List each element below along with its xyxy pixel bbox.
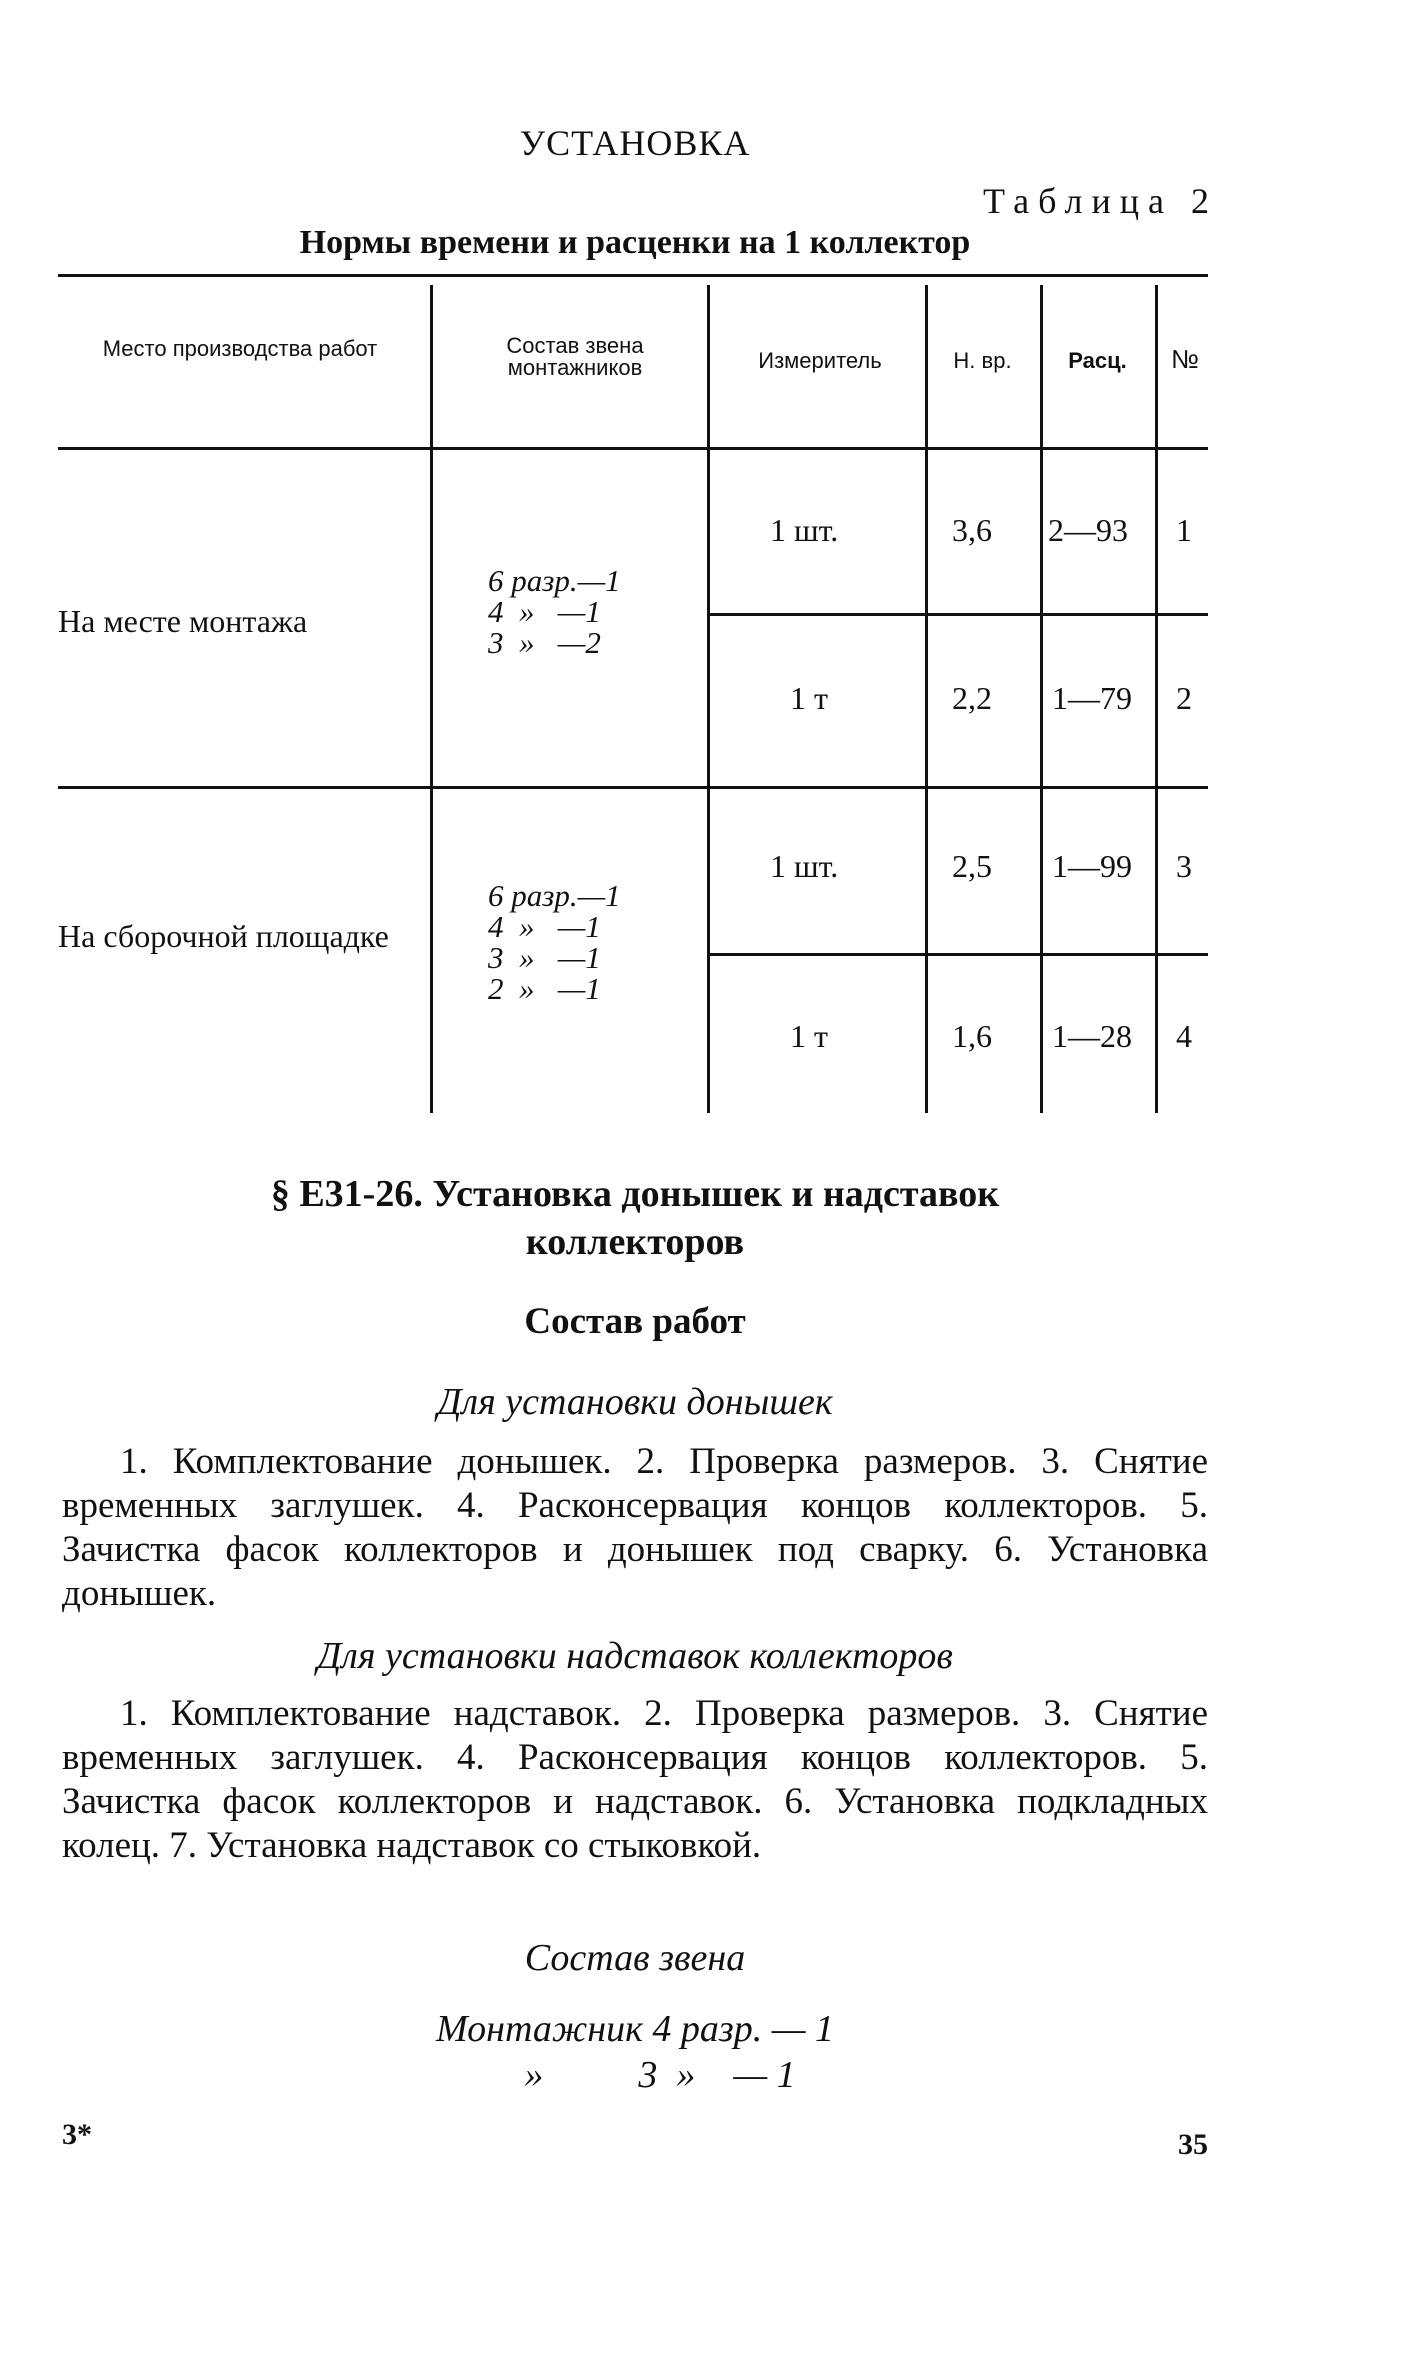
crew-line: 6 разр.—1 (488, 563, 621, 598)
unit-cell: 1 шт. (770, 512, 839, 548)
crew-line: 2 » —1 (488, 971, 601, 1006)
number-cell: 3 (1176, 848, 1192, 884)
table-row-rule (710, 613, 1208, 616)
work-composition-title: Состав работ (524, 1301, 746, 1342)
signature-mark: 3* (62, 2118, 92, 2151)
crew-cell (488, 565, 621, 658)
table-number: Таблица 2 (983, 181, 1218, 221)
extensions-text: 1. Комплектование надставок. 2. Проверка размеров. 3. Снятие временных заглушек. 4. Расконсервация концов коллекторов. 5. Зачистка фасок коллекторов и надставок. 6. Установка подкладных колец. 7. Установка надставок со стыковкой. (62, 1693, 1208, 1866)
paragraph-title-text: § Е31-26. Установка донышек и надставок коллекторов (270, 1173, 1000, 1263)
bottoms-text: 1. Комплектование донышек. 2. Проверка размеров. 3. Снятие временных заглушек. 4. Расконсервация концов коллекторов. 5. Зачистка фасок коллекторов и донышек под сварку. 6. Установка донышек. (62, 1441, 1208, 1614)
place-cell-text: На сборочной площадке (58, 918, 389, 954)
paragraph-title (0, 1170, 1270, 1266)
unit-cell: 1 т (790, 680, 828, 716)
number-cell: 1 (1176, 512, 1192, 548)
place-cell: На месте монтажа (58, 603, 308, 639)
table-row-rule (710, 953, 1208, 956)
header-crew: Состав звена монтажников (506, 333, 644, 380)
crew-list-line: Монтажник 4 разр. — 1 (436, 2008, 834, 2050)
price-cell: 1—28 (1052, 1018, 1132, 1054)
crew-cell (488, 880, 621, 1004)
crew-heading: Состав звена (524, 1937, 746, 1979)
norm-cell: 1,6 (952, 1018, 992, 1054)
table-col-rule (707, 285, 710, 1113)
number-cell: 4 (1176, 1018, 1192, 1054)
table-col-rule (925, 285, 928, 1113)
crew-line: 6 разр.—1 (488, 878, 621, 913)
place-cell (58, 920, 438, 952)
table-top-rule (58, 274, 1208, 277)
extensions-heading: Для установки надставок коллекторов (317, 1635, 953, 1677)
unit-cell: 1 т (790, 1018, 828, 1054)
number-cell: 2 (1176, 680, 1192, 716)
header-price: Расц. (1068, 348, 1127, 373)
table-header-rule (58, 447, 1208, 450)
crew-line: 3 » —2 (488, 625, 601, 660)
price-cell: 1—99 (1052, 848, 1132, 884)
norm-cell: 3,6 (952, 512, 992, 548)
table-group-rule (58, 786, 1208, 789)
norm-cell: 2,2 (952, 680, 992, 716)
crew-line: 3 » —1 (488, 940, 601, 975)
price-cell: 2—93 (1048, 512, 1128, 548)
crew-line: 4 » —1 (488, 909, 601, 944)
unit-cell: 1 шт. (770, 848, 839, 884)
section-heading: УСТАНОВКА (519, 123, 751, 163)
header-number: № (1171, 344, 1199, 374)
price-cell: 1—79 (1052, 680, 1132, 716)
page-number: 35 (1178, 2128, 1208, 2161)
crew-line: 4 » —1 (488, 594, 601, 629)
header-place: Место производства работ (102, 336, 378, 361)
table-col-rule (430, 285, 433, 1113)
table-caption: Нормы времени и расценки на 1 коллектор (299, 224, 971, 261)
crew-list (0, 2006, 1270, 2098)
crew-list-line: » 3 » — 1 (524, 2054, 796, 2096)
table-col-rule (1155, 285, 1158, 1113)
header-norm: Н. вр. (953, 348, 1012, 373)
header-unit: Измеритель (758, 348, 882, 373)
norm-cell: 2,5 (952, 848, 992, 884)
table-col-rule (1040, 285, 1043, 1113)
bottoms-heading: Для установки донышек (437, 1381, 833, 1423)
